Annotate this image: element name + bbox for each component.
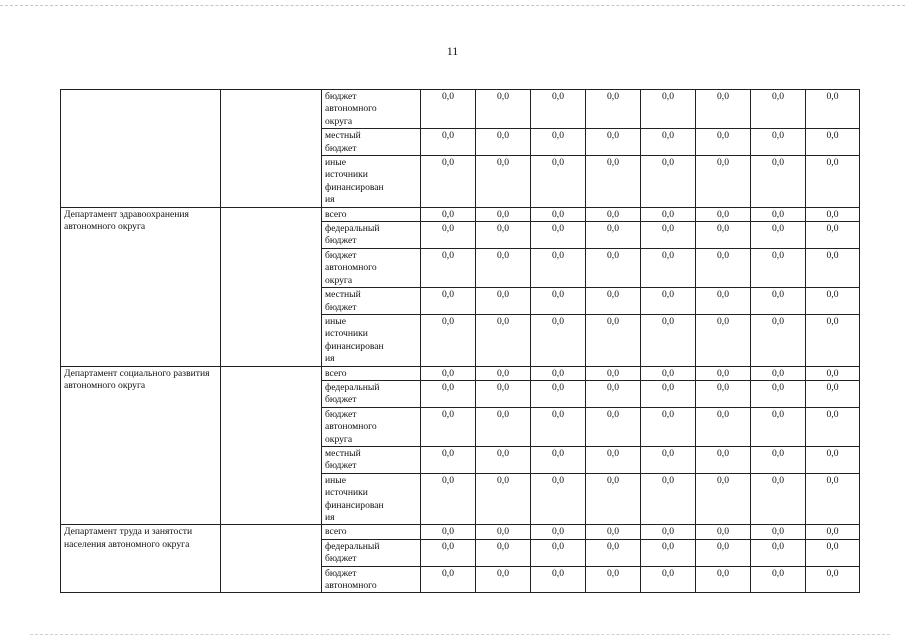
value-cell: 0,0 <box>641 129 696 156</box>
value-cell: 0,0 <box>696 446 751 473</box>
value-cell: 0,0 <box>751 288 806 315</box>
funding-source-cell: всего <box>322 207 421 221</box>
value-cell: 0,0 <box>586 288 641 315</box>
value-cell: 0,0 <box>641 222 696 249</box>
value-cell: 0,0 <box>476 539 531 566</box>
value-cell: 0,0 <box>476 222 531 249</box>
value-cell: 0,0 <box>586 539 641 566</box>
value-cell: 0,0 <box>586 129 641 156</box>
value-cell: 0,0 <box>476 407 531 446</box>
value-cell: 0,0 <box>696 288 751 315</box>
value-cell: 0,0 <box>586 525 641 539</box>
scan-edge-top <box>0 5 905 6</box>
value-cell: 0,0 <box>476 288 531 315</box>
value-cell: 0,0 <box>421 288 476 315</box>
funding-source-cell: федеральный бюджет <box>322 222 421 249</box>
value-cell: 0,0 <box>421 366 476 380</box>
value-cell: 0,0 <box>751 407 806 446</box>
value-cell: 0,0 <box>531 314 586 366</box>
funding-source-cell: федеральный бюджет <box>322 539 421 566</box>
value-cell: 0,0 <box>531 407 586 446</box>
value-cell: 0,0 <box>421 207 476 221</box>
value-cell: 0,0 <box>696 525 751 539</box>
value-cell: 0,0 <box>586 473 641 525</box>
program-cell <box>221 90 322 208</box>
organization-cell: Департамент здравоохранения автономного округа <box>61 207 221 366</box>
value-cell: 0,0 <box>586 248 641 287</box>
value-cell: 0,0 <box>421 539 476 566</box>
value-cell: 0,0 <box>586 207 641 221</box>
value-cell: 0,0 <box>751 473 806 525</box>
value-cell: 0,0 <box>806 566 860 593</box>
value-cell: 0,0 <box>806 446 860 473</box>
value-cell: 0,0 <box>696 248 751 287</box>
value-cell: 0,0 <box>586 366 641 380</box>
value-cell: 0,0 <box>806 129 860 156</box>
value-cell: 0,0 <box>421 446 476 473</box>
value-cell: 0,0 <box>696 539 751 566</box>
value-cell: 0,0 <box>641 539 696 566</box>
value-cell: 0,0 <box>751 566 806 593</box>
table-row <box>61 207 860 221</box>
value-cell: 0,0 <box>531 156 586 208</box>
value-cell: 0,0 <box>421 129 476 156</box>
value-cell: 0,0 <box>531 525 586 539</box>
funding-source-cell: всего <box>322 525 421 539</box>
value-cell: 0,0 <box>641 446 696 473</box>
program-cell <box>221 525 322 593</box>
value-cell: 0,0 <box>531 129 586 156</box>
value-cell: 0,0 <box>806 366 860 380</box>
value-cell: 0,0 <box>531 473 586 525</box>
budget-table <box>60 89 860 593</box>
value-cell: 0,0 <box>531 446 586 473</box>
value-cell: 0,0 <box>641 156 696 208</box>
value-cell: 0,0 <box>806 156 860 208</box>
value-cell: 0,0 <box>696 473 751 525</box>
value-cell: 0,0 <box>476 207 531 221</box>
value-cell: 0,0 <box>806 207 860 221</box>
value-cell: 0,0 <box>586 90 641 129</box>
value-cell: 0,0 <box>586 222 641 249</box>
value-cell: 0,0 <box>696 566 751 593</box>
value-cell: 0,0 <box>531 207 586 221</box>
value-cell: 0,0 <box>586 566 641 593</box>
funding-source-cell: местный бюджет <box>322 129 421 156</box>
funding-source-cell: местный бюджет <box>322 288 421 315</box>
value-cell: 0,0 <box>696 407 751 446</box>
value-cell: 0,0 <box>421 248 476 287</box>
value-cell: 0,0 <box>476 156 531 208</box>
value-cell: 0,0 <box>421 380 476 407</box>
value-cell: 0,0 <box>421 473 476 525</box>
value-cell: 0,0 <box>806 288 860 315</box>
value-cell: 0,0 <box>696 90 751 129</box>
value-cell: 0,0 <box>586 156 641 208</box>
funding-source-cell: иные источники финансирован ия <box>322 314 421 366</box>
value-cell: 0,0 <box>751 525 806 539</box>
value-cell: 0,0 <box>806 248 860 287</box>
organization-cell <box>61 90 221 208</box>
funding-source-cell: всего <box>322 366 421 380</box>
table-row <box>61 525 860 539</box>
value-cell: 0,0 <box>476 446 531 473</box>
value-cell: 0,0 <box>421 525 476 539</box>
value-cell: 0,0 <box>531 380 586 407</box>
value-cell: 0,0 <box>641 380 696 407</box>
value-cell: 0,0 <box>421 90 476 129</box>
value-cell: 0,0 <box>421 407 476 446</box>
value-cell: 0,0 <box>641 525 696 539</box>
value-cell: 0,0 <box>476 314 531 366</box>
value-cell: 0,0 <box>751 446 806 473</box>
funding-source-cell: бюджет автономного округа <box>322 90 421 129</box>
value-cell: 0,0 <box>641 407 696 446</box>
value-cell: 0,0 <box>806 90 860 129</box>
value-cell: 0,0 <box>751 366 806 380</box>
value-cell: 0,0 <box>641 366 696 380</box>
value-cell: 0,0 <box>751 222 806 249</box>
value-cell: 0,0 <box>641 473 696 525</box>
value-cell: 0,0 <box>806 222 860 249</box>
funding-source-cell: бюджет автономного округа <box>322 407 421 446</box>
funding-source-cell: местный бюджет <box>322 446 421 473</box>
funding-source-cell: бюджет автономного округа <box>322 248 421 287</box>
value-cell: 0,0 <box>586 407 641 446</box>
value-cell: 0,0 <box>531 248 586 287</box>
table-row <box>61 90 860 129</box>
value-cell: 0,0 <box>476 248 531 287</box>
value-cell: 0,0 <box>696 207 751 221</box>
value-cell: 0,0 <box>476 473 531 525</box>
value-cell: 0,0 <box>751 248 806 287</box>
value-cell: 0,0 <box>421 566 476 593</box>
value-cell: 0,0 <box>806 407 860 446</box>
value-cell: 0,0 <box>476 566 531 593</box>
value-cell: 0,0 <box>751 156 806 208</box>
value-cell: 0,0 <box>421 314 476 366</box>
value-cell: 0,0 <box>586 380 641 407</box>
value-cell: 0,0 <box>751 380 806 407</box>
value-cell: 0,0 <box>476 525 531 539</box>
value-cell: 0,0 <box>696 366 751 380</box>
value-cell: 0,0 <box>421 156 476 208</box>
organization-cell: Департамент социального развития автономного округа <box>61 366 221 525</box>
value-cell: 0,0 <box>806 525 860 539</box>
program-cell <box>221 207 322 366</box>
funding-source-cell: бюджет автономного <box>322 566 421 593</box>
value-cell: 0,0 <box>476 380 531 407</box>
value-cell: 0,0 <box>806 539 860 566</box>
value-cell: 0,0 <box>531 90 586 129</box>
value-cell: 0,0 <box>586 446 641 473</box>
value-cell: 0,0 <box>696 380 751 407</box>
value-cell: 0,0 <box>641 288 696 315</box>
page-number: 11 <box>446 44 459 58</box>
value-cell: 0,0 <box>641 248 696 287</box>
organization-cell: Департамент труда и занятости населения автономного округа <box>61 525 221 593</box>
value-cell: 0,0 <box>751 539 806 566</box>
value-cell: 0,0 <box>751 129 806 156</box>
value-cell: 0,0 <box>751 314 806 366</box>
funding-source-cell: иные источники финансирован ия <box>322 473 421 525</box>
value-cell: 0,0 <box>806 380 860 407</box>
program-cell <box>221 366 322 525</box>
value-cell: 0,0 <box>586 314 641 366</box>
scan-edge-bottom <box>30 634 890 635</box>
value-cell: 0,0 <box>531 566 586 593</box>
value-cell: 0,0 <box>751 90 806 129</box>
value-cell: 0,0 <box>806 473 860 525</box>
value-cell: 0,0 <box>696 129 751 156</box>
value-cell: 0,0 <box>806 314 860 366</box>
value-cell: 0,0 <box>641 90 696 129</box>
value-cell: 0,0 <box>531 288 586 315</box>
value-cell: 0,0 <box>476 129 531 156</box>
value-cell: 0,0 <box>476 90 531 129</box>
value-cell: 0,0 <box>696 156 751 208</box>
funding-source-cell: федеральный бюджет <box>322 380 421 407</box>
value-cell: 0,0 <box>476 366 531 380</box>
value-cell: 0,0 <box>421 222 476 249</box>
funding-source-cell: иные источники финансирован ия <box>322 156 421 208</box>
value-cell: 0,0 <box>751 207 806 221</box>
value-cell: 0,0 <box>696 314 751 366</box>
value-cell: 0,0 <box>641 314 696 366</box>
value-cell: 0,0 <box>641 207 696 221</box>
value-cell: 0,0 <box>696 222 751 249</box>
value-cell: 0,0 <box>531 539 586 566</box>
value-cell: 0,0 <box>641 566 696 593</box>
value-cell: 0,0 <box>531 366 586 380</box>
value-cell: 0,0 <box>531 222 586 249</box>
table-row <box>61 366 860 380</box>
